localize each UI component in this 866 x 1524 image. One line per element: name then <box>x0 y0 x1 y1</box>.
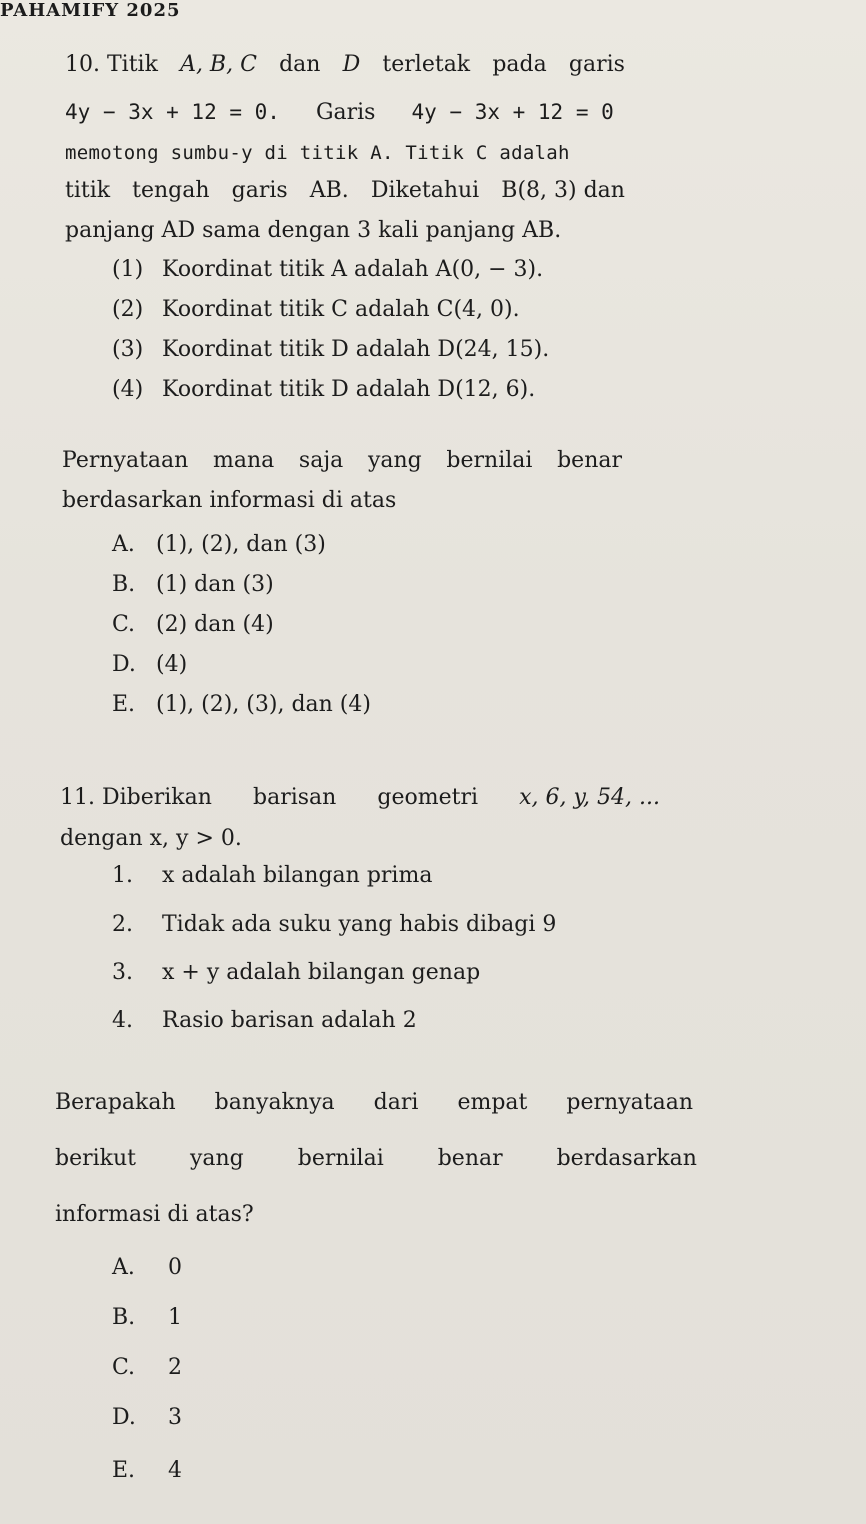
statement-number: 1. <box>112 863 133 888</box>
option-text: (1), (2), dan (3) <box>156 532 326 557</box>
q11-prompt-2 <box>55 1146 697 1171</box>
q10-prompt-word: saja <box>298 448 344 473</box>
q11-option-e[interactable] <box>112 1458 182 1483</box>
q10-option-a[interactable] <box>112 532 326 557</box>
q10-line-1-word: A, B, C <box>180 52 257 77</box>
option-text: (2) dan (4) <box>156 612 274 637</box>
q10-line-1 <box>65 52 625 77</box>
q10-line-4-word: tengah <box>132 178 210 203</box>
option-letter: C. <box>112 1355 136 1380</box>
q11-prompt-word: berdasarkan <box>556 1146 697 1171</box>
option-text: 2 <box>168 1355 182 1380</box>
option-letter: E. <box>112 1458 136 1483</box>
q11-line-1-word: 11. Diberikan <box>60 785 212 810</box>
q10-prompt-word: bernilai <box>446 448 533 473</box>
q11-prompt-1 <box>55 1090 693 1115</box>
q10-line-4-word: AB. <box>309 178 349 203</box>
q10-option-c[interactable] <box>112 612 274 637</box>
option-text: 1 <box>168 1305 182 1330</box>
q10-line-4-word: titik <box>65 178 111 203</box>
q10-line-5: panjang AD sama dengan 3 kali panjang AB. <box>65 218 562 243</box>
q11-prompt-word: yang <box>189 1146 244 1171</box>
q10-line-4-word: garis <box>231 178 288 203</box>
q11-prompt-word: benar <box>437 1146 503 1171</box>
q11-statement-2 <box>112 912 556 937</box>
option-text: 0 <box>168 1255 182 1280</box>
statement-text: Koordinat titik C adalah C(4, 0). <box>162 297 520 322</box>
q10-line-4-word: B(8, 3) dan <box>501 178 625 203</box>
q11-line-1-word: x, 6, y, 54, ... <box>519 785 660 810</box>
statement-text: Koordinat titik D adalah D(24, 15). <box>162 337 550 362</box>
q11-option-b[interactable] <box>112 1305 182 1330</box>
q10-prompt-2: berdasarkan informasi di atas <box>62 488 397 513</box>
page-header: PAHAMIFY 2025 <box>0 0 181 21</box>
q10-line-3: memotong sumbu-y di titik A. Titik C adalah <box>65 142 570 164</box>
q11-prompt-word: dari <box>373 1090 419 1115</box>
q10-option-e[interactable] <box>112 692 371 717</box>
q11-line-1-word: barisan <box>253 785 337 810</box>
q11-statement-3 <box>112 960 480 985</box>
statement-text: Koordinat titik A adalah A(0, − 3). <box>162 257 544 282</box>
statement-text: Tidak ada suku yang habis dibagi 9 <box>162 912 557 937</box>
q11-line-1 <box>60 785 660 810</box>
q10-line-1-word: pada <box>492 52 547 77</box>
q10-line-2-word: Garis <box>315 100 376 125</box>
option-letter: D. <box>112 1405 136 1430</box>
q10-option-b[interactable] <box>112 572 274 597</box>
option-text: (1), (2), (3), dan (4) <box>156 692 371 717</box>
q10-option-d[interactable] <box>112 652 187 677</box>
option-text: (4) <box>156 652 188 677</box>
q11-prompt-3: informasi di atas? <box>55 1202 254 1227</box>
q11-prompt-word: Berapakah <box>55 1090 176 1115</box>
q11-statement-4 <box>112 1008 417 1033</box>
statement-text: Rasio barisan adalah 2 <box>162 1008 417 1033</box>
statement-text: x adalah bilangan prima <box>162 863 433 888</box>
q10-line-1-word: D <box>342 52 361 77</box>
q10-prompt-1 <box>62 448 622 473</box>
q11-prompt-word: empat <box>457 1090 528 1115</box>
statement-number: 4. <box>112 1008 133 1033</box>
q10-line-4-word: Diketahui <box>370 178 480 203</box>
q10-prompt-word: yang <box>367 448 422 473</box>
statement-text: Koordinat titik D adalah D(12, 6). <box>162 377 536 402</box>
statement-number: (1) <box>112 257 144 282</box>
q10-line-1-word: garis <box>568 52 625 77</box>
q11-prompt-word: bernilai <box>297 1146 384 1171</box>
statement-number: (3) <box>112 337 144 362</box>
q10-statement-2 <box>112 297 520 322</box>
option-letter: B. <box>112 1305 136 1330</box>
option-letter: A. <box>112 1255 135 1280</box>
option-text: 4 <box>168 1458 182 1483</box>
statement-number: 2. <box>112 912 133 937</box>
q11-prompt-word: pernyataan <box>566 1090 693 1115</box>
statement-number: (4) <box>112 377 144 402</box>
q10-prompt-word: benar <box>557 448 622 473</box>
q10-line-1-word: 10. Titik <box>65 52 158 77</box>
q11-line-2: dengan x, y > 0. <box>60 826 242 851</box>
q11-option-c[interactable] <box>112 1355 182 1380</box>
option-letter: A. <box>112 532 135 557</box>
q10-statement-4 <box>112 377 535 402</box>
q10-statement-3 <box>112 337 549 362</box>
option-letter: B. <box>112 572 136 597</box>
line-equation: 4y − 3x + 12 = 0 <box>411 100 614 124</box>
option-letter: D. <box>112 652 136 677</box>
q10-line-1-word: terletak <box>382 52 471 77</box>
q10-prompt-word: mana <box>212 448 275 473</box>
statement-text: x + y adalah bilangan genap <box>162 960 481 985</box>
statement-number: (2) <box>112 297 144 322</box>
q11-option-d[interactable] <box>112 1405 182 1430</box>
q10-line-2 <box>65 100 625 125</box>
q11-option-a[interactable] <box>112 1255 182 1280</box>
option-letter: E. <box>112 692 136 717</box>
q11-line-1-word: geometri <box>377 785 479 810</box>
q10-line-1-word: dan <box>279 52 321 77</box>
option-letter: C. <box>112 612 136 637</box>
option-text: (1) dan (3) <box>156 572 274 597</box>
statement-number: 3. <box>112 960 133 985</box>
q11-prompt-word: berikut <box>55 1146 136 1171</box>
q11-prompt-word: banyaknya <box>214 1090 335 1115</box>
line-equation: 4y − 3x + 12 = 0. <box>65 100 280 124</box>
q10-statement-1 <box>112 257 543 282</box>
q11-statement-1 <box>112 863 432 888</box>
q10-line-4 <box>65 178 625 203</box>
option-text: 3 <box>168 1405 182 1430</box>
q10-prompt-word: Pernyataan <box>62 448 189 473</box>
